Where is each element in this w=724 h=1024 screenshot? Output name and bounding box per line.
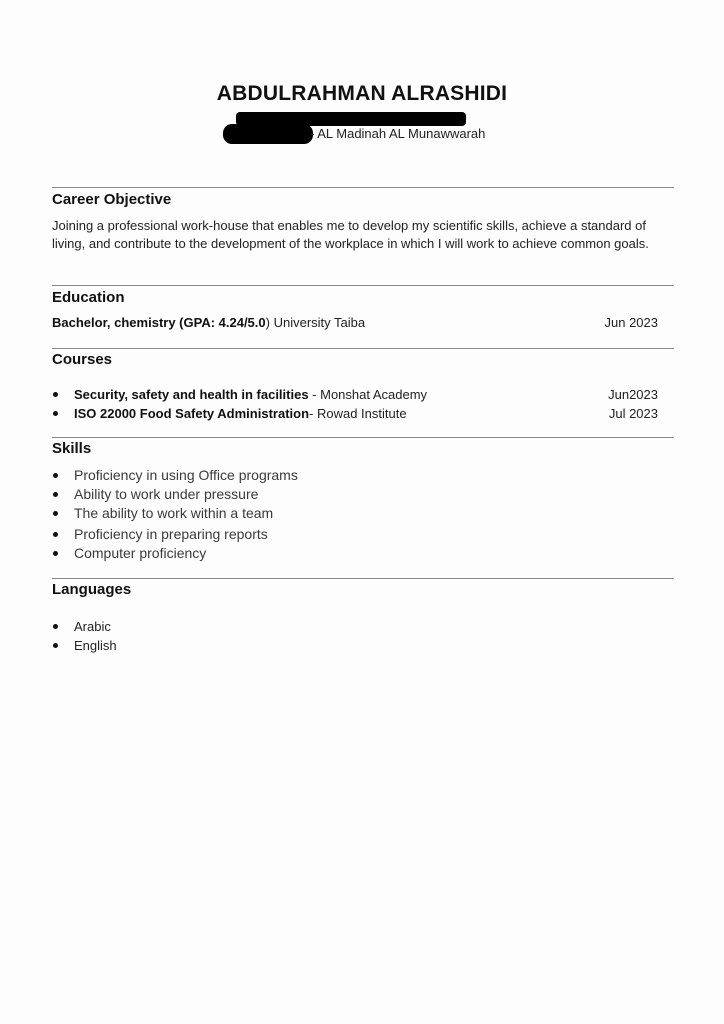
section-heading: Languages [52, 581, 132, 598]
education-entry [52, 315, 674, 334]
skill-text: Ability to work under pressure [74, 486, 259, 502]
list-item [52, 385, 674, 404]
list-item [52, 636, 674, 655]
skills-list [52, 466, 674, 563]
redaction-mark [223, 124, 313, 144]
contact-line [0, 124, 724, 146]
section-heading: Career Objective [52, 191, 172, 208]
course-provider: - Rowad Institute [309, 406, 407, 421]
career-objective-text: Joining a professional work-house that enables me to develop my scientific skills, achieve a standard of living, and contribute to the development of the workplace in which I will work to achieve common goals. [52, 218, 649, 251]
skill-text: Proficiency in using Office programs [74, 467, 298, 483]
list-item [52, 525, 674, 544]
career-objective-section [52, 191, 674, 253]
candidate-name: ABDULRAHMAN ALRASHIDI [216, 82, 508, 105]
course-name: Security, safety and health in facilities [74, 387, 309, 402]
section-divider [52, 348, 674, 349]
languages-section [52, 581, 674, 655]
education-date: Jun 2023 [604, 315, 658, 330]
courses-section [52, 351, 674, 423]
institution-text: ) University Taiba [265, 315, 366, 330]
section-divider [52, 285, 674, 286]
degree-text: Bachelor, chemistry (GPA: 4.24/5.0 [52, 315, 266, 330]
bullet-icon [53, 624, 58, 629]
list-item [52, 617, 674, 636]
languages-list [52, 617, 674, 655]
language-text: English [74, 638, 117, 653]
course-name: ISO 22000 Food Safety Administration [74, 406, 310, 421]
section-divider [52, 437, 674, 438]
list-item [52, 466, 674, 485]
course-date: Jul 2023 [608, 406, 658, 421]
list-item [52, 504, 674, 523]
bullet-icon [53, 473, 58, 478]
bullet-icon [53, 492, 58, 497]
bullet-icon [53, 411, 58, 416]
skill-text: The ability to work within a team [74, 505, 274, 521]
bullet-icon [53, 643, 58, 648]
bullet-icon [53, 532, 58, 537]
bullet-icon [53, 392, 58, 397]
list-item [52, 404, 674, 423]
skills-section [52, 440, 674, 563]
courses-list [52, 385, 674, 423]
list-item [52, 544, 674, 563]
education-section [52, 289, 674, 334]
section-heading: Education [52, 289, 125, 306]
bullet-icon [53, 551, 58, 556]
section-heading: Skills [52, 440, 92, 457]
section-divider [52, 187, 674, 188]
language-text: Arabic [74, 619, 111, 634]
location-text: - AL Madinah AL Munawwarah [310, 126, 486, 141]
course-provider: - Monshat Academy [308, 387, 428, 402]
skill-text: Computer proficiency [74, 545, 207, 561]
course-date: Jun2023 [608, 387, 658, 402]
section-heading: Courses [52, 351, 113, 368]
section-divider [52, 578, 674, 579]
bullet-icon [53, 511, 58, 516]
list-item [52, 485, 674, 504]
skill-text: Proficiency in preparing reports [74, 526, 268, 542]
